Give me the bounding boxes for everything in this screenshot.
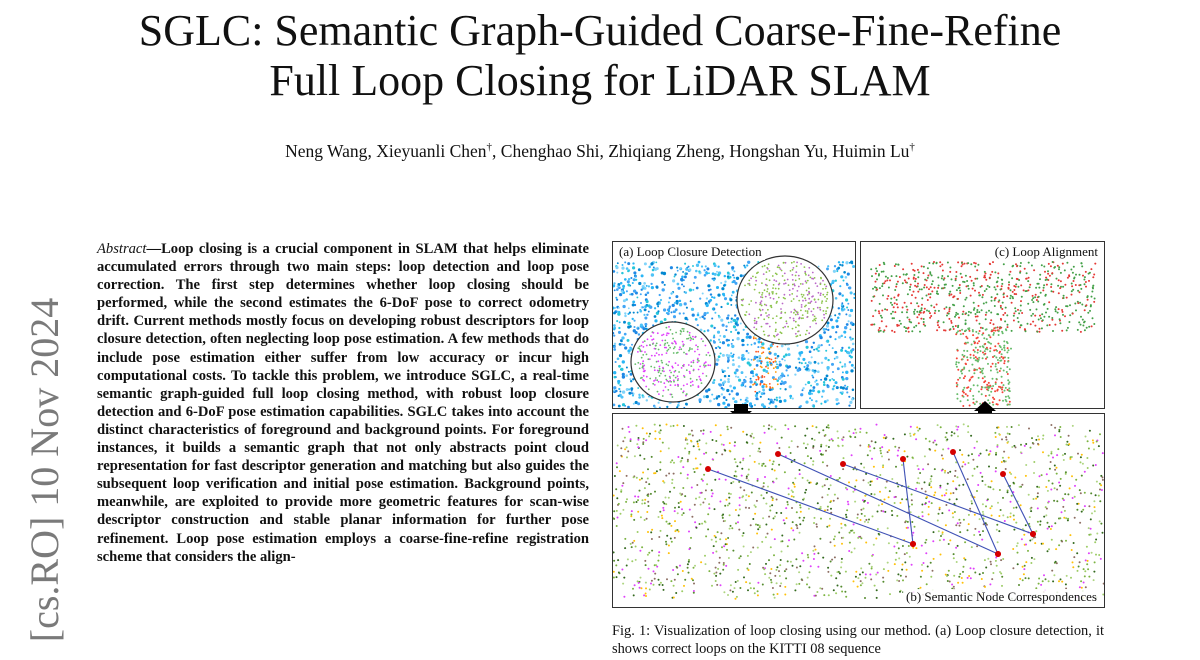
panel-b-label: (b) Semantic Node Correspondences bbox=[903, 589, 1100, 605]
title-line-2: Full Loop Closing for LiDAR SLAM bbox=[269, 56, 931, 105]
semantic-correspondence-pointcloud bbox=[613, 414, 1104, 607]
figure-panel-a bbox=[612, 241, 856, 409]
author: Huimin Lu bbox=[832, 141, 910, 161]
abstract-body: —Loop closing is a crucial component in SLAM that helps eliminate accumulated errors through two main steps: loop detection and loop pose correction. The first step determines whether loop closing should be performed, while the second estimates the 6-DoF pose to correct odometry drift. Current methods mostly focus on developing robust descriptors for loop closure detection, often neglecting loop pose estimation. A few methods that do include pose estimation either suffer from low accuracy or incur high computational costs. To tackle this problem, we introduce SGLC, a real-time semantic graph-guided full loop closing method, with robust loop closure detection and 6-DoF pose estimation capabilities. SGLC takes into account the distinct characteristics of foreground and background points. For foreground instances, it builds a semantic graph that not only abstracts point cloud representation for fast descriptor generation and matching but also guides the subsequent loop verification and initial pose estimation. Background points, meanwhile, are exploited to provide more geometric features for scan-wise descriptor construction and stable planar information for further pose refinement. Loop pose estimation employs a coarse-fine-refine registration scheme that considers the align- bbox=[97, 241, 589, 565]
abstract-label: Abstract bbox=[97, 241, 147, 257]
author: Hongshan Yu bbox=[729, 141, 824, 161]
arxiv-stamp: [cs.RO] 10 Nov 2024 bbox=[22, 297, 67, 643]
author: Xieyuanli Chen bbox=[376, 141, 487, 161]
figure-caption: Fig. 1: Visualization of loop closing using our method. (a) Loop closure detection, it shows correct loops on the KITTI 08 sequence bbox=[612, 623, 1104, 657]
abstract bbox=[97, 240, 589, 566]
panel-c-label: (c) Loop Alignment bbox=[992, 244, 1101, 260]
corresponding-mark: † bbox=[909, 141, 915, 154]
loop-alignment-pointcloud bbox=[861, 242, 1104, 408]
author: Zhiqiang Zheng bbox=[608, 141, 721, 161]
author: Neng Wang bbox=[285, 141, 368, 161]
panel-a-label: (a) Loop Closure Detection bbox=[616, 244, 765, 260]
title-line-1: SGLC: Semantic Graph-Guided Coarse-Fine-Refine bbox=[138, 6, 1062, 55]
corresponding-mark: † bbox=[486, 141, 493, 154]
paper-title bbox=[0, 6, 1200, 106]
author-list: Neng Wang, Xieyuanli Chen†, Chenghao Shi, Zhiqiang Zheng, Hongshan Yu, Huimin Lu† bbox=[285, 141, 915, 161]
figure-panel-c bbox=[860, 241, 1105, 409]
figure-panel-b bbox=[612, 413, 1105, 608]
author: Chenghao Shi bbox=[500, 141, 600, 161]
loop-detection-pointcloud bbox=[613, 242, 855, 408]
